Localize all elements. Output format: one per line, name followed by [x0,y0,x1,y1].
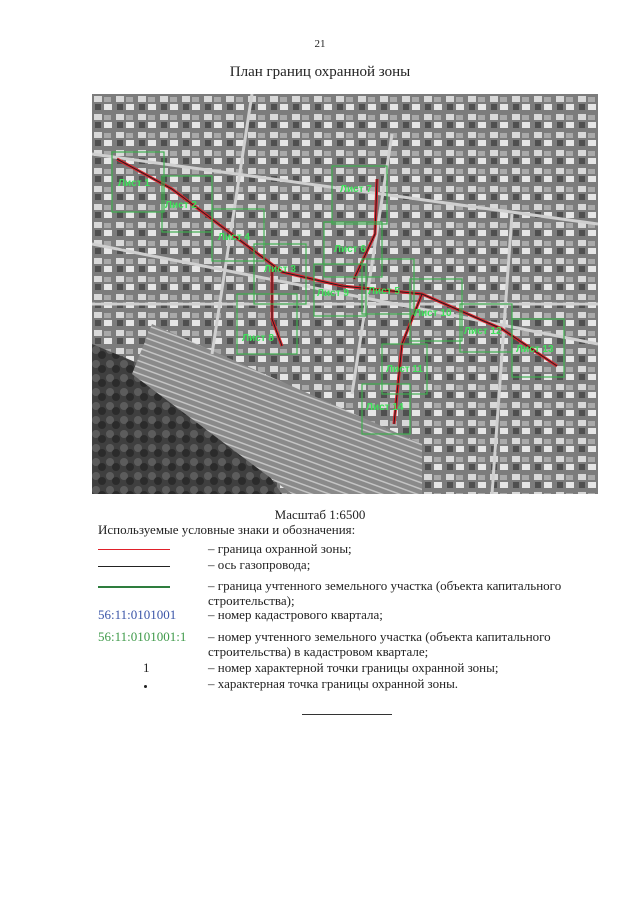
map-scale: Масштаб 1:6500 [274,507,366,522]
page-title: План границ охранной зоны [229,64,411,80]
sheet-label-9[interactable]: Лист 9 [317,288,349,299]
legend-desc: – граница учтенного земельного участка (объекта капитального строительства); [208,578,562,608]
sheet-label-3[interactable]: Лист 3 [264,264,296,275]
sheet-label-8[interactable]: Лист 8 [242,333,274,344]
legend-desc: – характерная точка границы охранной зоны. [208,676,459,691]
sheet-label-5[interactable]: Лист 5 [368,286,400,297]
map-canvas [92,94,598,494]
green-line-symbol [98,586,170,588]
legend-desc: – номер характерной точки границы охранной зоны; [208,660,499,675]
sheet-label-12[interactable]: Лист 12 [464,326,502,337]
legend-desc: – номер учтенного земельного участка (объекта капитального строительства) в кадастровом квартале; [208,629,551,659]
sheet-label-1[interactable]: Лист 1 [118,178,150,189]
point-number-sample: 1 [143,660,150,675]
sheet-label-14[interactable]: Лист 14 [366,402,404,413]
dot-icon [144,685,147,688]
sheet-label-2[interactable]: Лист 2 [165,200,197,211]
sheet-label-6[interactable]: Лист 6 [334,244,366,255]
sheet-label-4[interactable]: Лист 4 [218,232,250,243]
black-line-symbol [98,566,170,567]
aerial-map[interactable] [92,94,598,494]
sheet-label-11[interactable]: Лист 11 [386,364,423,375]
red-line-symbol [98,549,170,550]
legend-item-land-plot-boundary [98,578,578,610]
cadastral-quarter-sample: 56:11:0101001 [98,607,177,622]
legend-item-pipeline-axis [98,557,578,573]
land-plot-number-sample: 56:11:0101001:1 [98,629,187,644]
page-number: 21 [314,38,326,50]
legend-desc: – номер кадастрового квартала; [208,607,383,622]
legend-item-land-plot-number [98,629,578,661]
legend-title: Используемые условные знаки и обозначения: [98,522,356,537]
legend-desc: – ось газопровода; [208,557,311,572]
legend-desc: – граница охранной зоны; [208,541,352,556]
sheet-label-10[interactable]: Лист 10 [414,308,452,319]
sheet-label-13[interactable]: Лист 13 [516,344,554,355]
legend-item-cadastral-quarter [98,607,578,623]
legend-item-point-number [98,660,578,676]
footer-rule [302,714,392,715]
legend-item-protection-zone [98,541,578,557]
sheet-label-7[interactable]: Лист 7 [340,184,372,195]
legend-item-boundary-point [98,676,578,692]
